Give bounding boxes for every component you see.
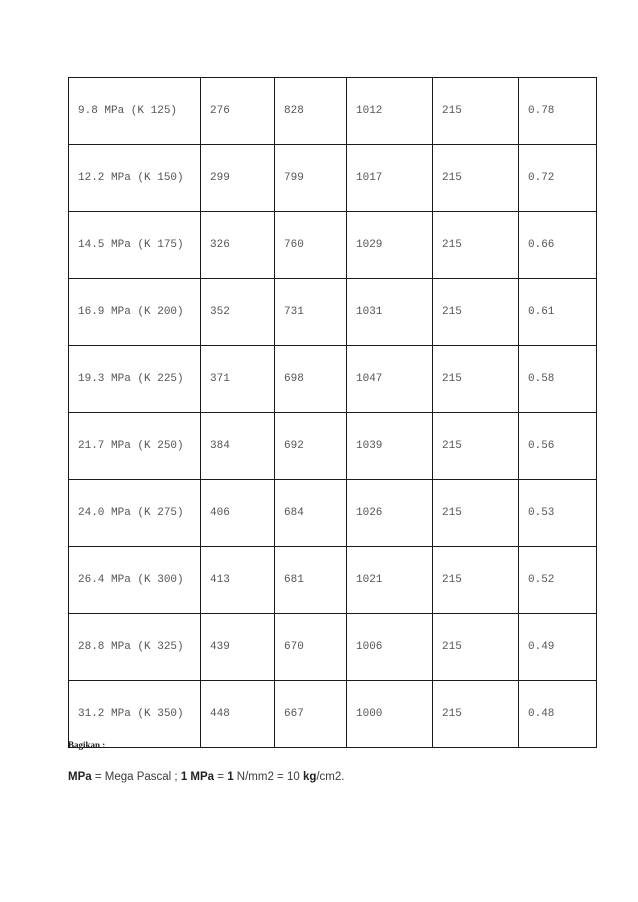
table-row — [69, 346, 597, 413]
table-cell: 215 — [433, 145, 519, 212]
table-row — [69, 279, 597, 346]
table-cell: 215 — [433, 212, 519, 279]
table-cell: 670 — [275, 614, 347, 681]
strength-cell: 31.2 MPa (K 350) — [69, 681, 201, 748]
strength-cell: 24.0 MPa (K 275) — [69, 480, 201, 547]
concrete-mix-table — [68, 77, 597, 748]
table-cell: 1012 — [347, 78, 433, 145]
strength-cell: 16.9 MPa (K 200) — [69, 279, 201, 346]
table-cell: 0.56 — [519, 413, 597, 480]
table-cell: 448 — [201, 681, 275, 748]
table-row — [69, 413, 597, 480]
table-cell: 215 — [433, 480, 519, 547]
table-cell: 799 — [275, 145, 347, 212]
table-cell: 0.48 — [519, 681, 597, 748]
table-cell: 692 — [275, 413, 347, 480]
table-cell: 0.58 — [519, 346, 597, 413]
table-cell: 1006 — [347, 614, 433, 681]
table-cell: 215 — [433, 614, 519, 681]
table-row — [69, 480, 597, 547]
table-cell: 0.61 — [519, 279, 597, 346]
table-cell: 406 — [201, 480, 275, 547]
strength-cell: 28.8 MPa (K 325) — [69, 614, 201, 681]
table-cell: 384 — [201, 413, 275, 480]
table-cell: 215 — [433, 681, 519, 748]
table-cell: 326 — [201, 212, 275, 279]
table-row — [69, 547, 597, 614]
table-cell: 1026 — [347, 480, 433, 547]
strength-cell: 19.3 MPa (K 225) — [69, 346, 201, 413]
table-cell: 0.72 — [519, 145, 597, 212]
table-cell: 1017 — [347, 145, 433, 212]
table-cell: 439 — [201, 614, 275, 681]
note-text-4: /cm2. — [316, 771, 345, 783]
table-cell: 684 — [275, 480, 347, 547]
table-cell: 731 — [275, 279, 347, 346]
table-cell: 1000 — [347, 681, 433, 748]
table-cell: 0.78 — [519, 78, 597, 145]
table-cell: 413 — [201, 547, 275, 614]
table-cell: 371 — [201, 346, 275, 413]
table-cell: 0.53 — [519, 480, 597, 547]
table-cell: 1039 — [347, 413, 433, 480]
table-row — [69, 145, 597, 212]
note-text-1: = Mega Pascal ; — [91, 771, 181, 783]
mix-table-body — [69, 78, 597, 748]
table-cell: 828 — [275, 78, 347, 145]
table-cell: 667 — [275, 681, 347, 748]
table-row — [69, 212, 597, 279]
strength-cell: 14.5 MPa (K 175) — [69, 212, 201, 279]
table-cell: 215 — [433, 547, 519, 614]
table-cell: 698 — [275, 346, 347, 413]
strength-cell: 9.8 MPa (K 125) — [69, 78, 201, 145]
table-cell: 276 — [201, 78, 275, 145]
table-row — [69, 681, 597, 748]
table-cell: 1031 — [347, 279, 433, 346]
note-text-2: = — [214, 771, 228, 783]
note-kg: kg — [302, 771, 317, 783]
share-label: Bagikan : — [68, 740, 106, 750]
table-cell: 299 — [201, 145, 275, 212]
strength-cell: 21.7 MPa (K 250) — [69, 413, 201, 480]
table-cell: 0.66 — [519, 212, 597, 279]
unit-note — [68, 771, 344, 783]
strength-cell: 26.4 MPa (K 300) — [69, 547, 201, 614]
strength-cell: 12.2 MPa (K 150) — [69, 145, 201, 212]
table-cell: 352 — [201, 279, 275, 346]
table-cell: 215 — [433, 78, 519, 145]
note-mpa: MPa — [68, 771, 92, 783]
table-cell: 0.49 — [519, 614, 597, 681]
table-row — [69, 78, 597, 145]
table-cell: 215 — [433, 413, 519, 480]
table-cell: 760 — [275, 212, 347, 279]
note-1-mpa: 1 MPa — [180, 771, 215, 783]
table-cell: 0.52 — [519, 547, 597, 614]
note-text-3: N/mm2 = 10 — [233, 771, 303, 783]
table-cell: 681 — [275, 547, 347, 614]
note-one: 1 — [227, 771, 234, 783]
table-cell: 215 — [433, 346, 519, 413]
table-cell: 1021 — [347, 547, 433, 614]
table-cell: 1047 — [347, 346, 433, 413]
table-cell: 215 — [433, 279, 519, 346]
table-row — [69, 614, 597, 681]
table-cell: 1029 — [347, 212, 433, 279]
